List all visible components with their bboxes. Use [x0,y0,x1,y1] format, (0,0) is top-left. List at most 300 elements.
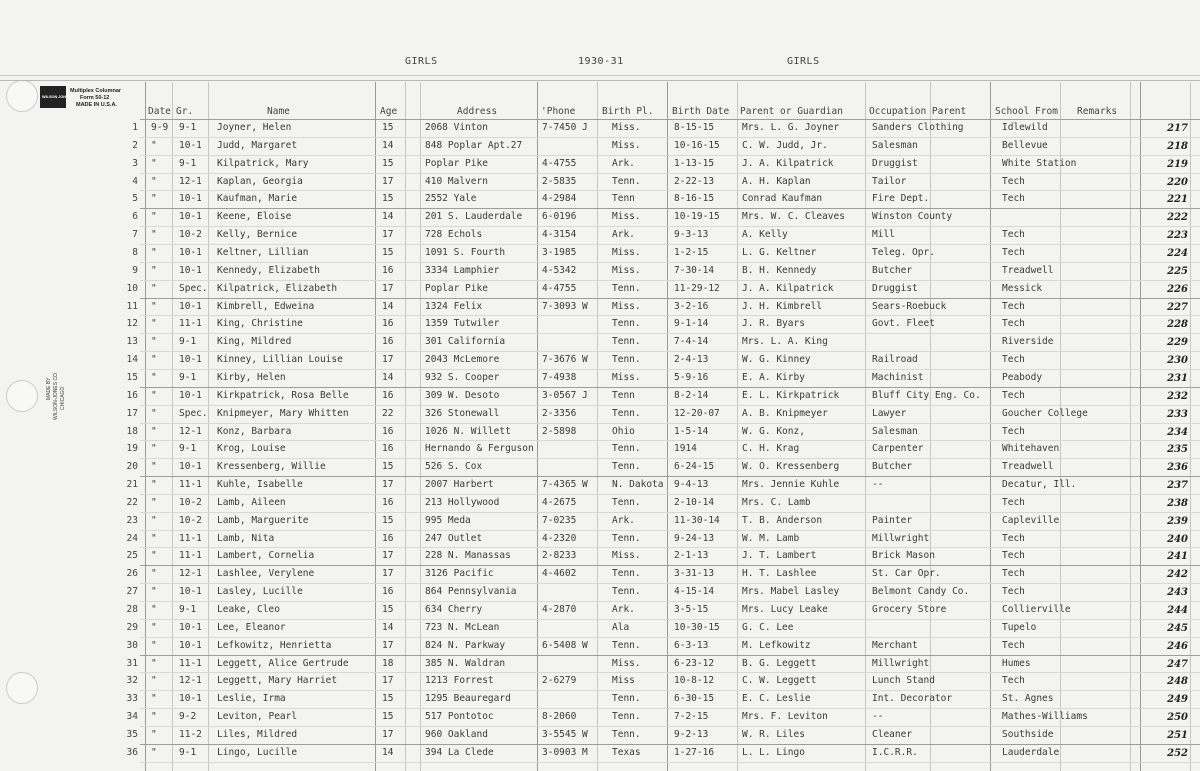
cell-n: 36 [126,746,138,758]
cell-parent: W. O. Kressenberg [742,461,840,473]
cell-occ: Grocery Store [872,604,947,615]
cell-addr: Hernando & Ferguson [425,443,534,455]
cell-bdate: 10-19-15 [674,211,720,223]
col-phone: 'Phone [541,106,576,117]
cell-parent: W. G. Kinney [742,354,811,366]
cell-n: 27 [126,586,138,598]
cell-age: 17 [382,675,394,687]
cell-bpl: Tenn. [612,568,641,580]
cell-bpl: Tenn. [612,639,641,651]
cell-age: 22 [382,407,394,419]
cell-parent: A. Kelly [742,229,788,241]
cell-bdate: 9-24-13 [674,532,715,544]
cell-occ: Winston County [872,211,953,223]
cell-school: Peabody [1002,371,1043,383]
cell-record-number: 228 [1167,319,1188,331]
cell-date: " [151,479,157,490]
cell-parent: J. T. Lambert [742,550,817,562]
cell-bpl: Tenn [612,193,635,205]
cell-date: " [151,514,157,526]
cell-bdate: 2-22-13 [674,175,715,187]
cell-school: Treadwell [1002,461,1054,473]
cell-bdate: 10-30-15 [674,621,720,633]
cell-occ: Lunch Stand [872,675,935,687]
row-rule [140,280,1200,281]
cell-age: 14 [382,746,394,758]
row-rule [140,476,1200,477]
col-address: Address [457,106,498,117]
cell-record-number: 250 [1167,712,1188,724]
cell-occ: Int. Decorator [872,693,953,705]
row-rule [140,315,1200,316]
cell-bpl: Ala [612,621,630,633]
cell-date: " [151,746,157,758]
cell-date: " [151,371,157,383]
cell-record-number: 239 [1167,515,1188,527]
cell-addr: 213 Hollywood [425,496,500,508]
cell-date: " [151,247,157,258]
cell-record-number: 240 [1167,533,1188,545]
cell-name: Konz, Barbara [217,425,292,437]
cell-occ: Teleg. Opr. [872,247,935,258]
cell-addr: 3334 Lamphier [425,264,500,276]
cell-occ: Carpenter [872,443,924,455]
cell-n: 6 [132,211,138,223]
cell-school: Tech [1002,532,1025,544]
cell-record-number: 235 [1167,444,1188,456]
form-label [40,86,142,112]
binder-hole [6,380,38,412]
cell-parent: G. C. Lee [742,621,794,633]
cell-record-number: 244 [1167,605,1188,616]
cell-gr: Spec. [179,407,208,419]
cell-n: 23 [126,514,138,526]
row-rule [140,512,1200,513]
cell-record-number: 225 [1167,265,1188,277]
row-rule [140,762,1200,763]
cell-bpl: Tenn. [612,728,641,740]
cell-phone: 2-8233 [542,550,577,562]
cell-occ: St. Car Opr. [872,568,941,580]
cell-school: St. Agnes [1002,693,1054,705]
row-rule [140,440,1200,441]
cell-name: Lashlee, Verylene [217,568,315,580]
cell-addr: 864 Pennsylvania [425,586,517,598]
cell-name: Lamb, Aileen [217,496,286,508]
col-birth-place: Birth Pl. [602,106,654,117]
cell-bpl: Miss. [612,371,641,383]
cell-bpl: Tenn. [612,354,641,366]
column-rule [990,82,991,771]
cell-school: Tech [1002,175,1025,187]
cell-parent: E. C. Leslie [742,693,811,705]
cell-date: " [151,157,157,169]
cell-bdate: 8-15-15 [674,122,715,133]
cell-n: 5 [132,193,138,205]
cell-school: Tech [1002,354,1025,366]
cell-occ: Salesman [872,425,918,437]
cell-date: " [151,193,157,205]
cell-bdate: 7-2-15 [674,711,709,723]
col-school: School From [995,106,1058,117]
cell-school: Southside [1002,728,1054,740]
cell-school: Tech [1002,550,1025,562]
top-rule [0,75,1200,76]
cell-gr: 10-2 [179,229,202,241]
cell-school: Idlewild [1002,122,1048,133]
cell-school: Goucher College [1002,407,1088,419]
cell-addr: 526 S. Cox [425,461,483,473]
cell-record-number: 222 [1167,212,1188,224]
cell-phone: 4-2675 [542,496,577,508]
cell-name: Kuhle, Isabelle [217,479,303,490]
cell-gr: 11-1 [179,318,202,330]
cell-bdate: 2-1-13 [674,550,709,562]
col-parent: Parent or Guardian [740,106,843,117]
row-rule [140,119,1200,120]
cell-age: 15 [382,461,394,473]
cell-bdate: 2-4-13 [674,354,709,366]
cell-gr: 9-1 [179,371,197,383]
cell-phone: 7-0235 [542,514,577,526]
cell-phone: 4-4755 [542,157,577,169]
cell-bdate: 12-20-07 [674,407,720,419]
cell-gr: 12-1 [179,568,202,580]
cell-gr: 9-1 [179,746,197,758]
cell-n: 22 [126,496,138,508]
header-year: 1930-31 [578,56,624,67]
cell-name: Knipmeyer, Mary Whitten [217,407,349,419]
cell-addr: 517 Pontotoc [425,711,494,723]
cell-record-number: 223 [1167,230,1188,242]
cell-gr: 10-1 [179,211,202,223]
cell-bpl: N. Dakota [612,479,664,490]
cell-record-number: 236 [1167,462,1188,474]
row-rule [140,708,1200,709]
column-rule [597,82,598,771]
cell-addr: 385 N. Waldran [425,657,506,669]
cell-date: " [151,407,157,419]
cell-date: " [151,300,157,312]
cell-record-number: 217 [1167,123,1188,134]
cell-name: Kennedy, Elizabeth [217,264,320,276]
cell-bdate: 8-16-15 [674,193,715,205]
cell-bpl: Tenn. [612,496,641,508]
cell-school: Tech [1002,675,1025,687]
row-rule [140,208,1200,209]
column-rule [737,82,738,771]
cell-date: " [151,264,157,276]
cell-phone: 6-0196 [542,211,577,223]
header-right-title: GIRLS [787,56,820,67]
row-rule [140,137,1200,138]
cell-occ: Salesman [872,139,918,151]
cell-occ: Druggist [872,157,918,169]
cell-phone: 4-3154 [542,229,577,241]
cell-gr: 10-1 [179,389,202,401]
cell-name: Kinney, Lillian Louise [217,354,343,366]
cell-school: Tech [1002,229,1025,241]
cell-bdate: 11-30-14 [674,514,720,526]
cell-bdate: 6-30-15 [674,693,715,705]
cell-n: 1 [132,122,138,133]
cell-date: " [151,336,157,348]
row-rule [140,583,1200,584]
cell-name: Kimbrell, Edweina [217,300,315,312]
cell-record-number: 220 [1167,176,1188,188]
cell-bpl: Miss. [612,264,641,276]
cell-date: " [151,354,157,366]
cell-parent: M. Lefkowitz [742,639,811,651]
cell-occ: Merchant [872,639,918,651]
cell-bpl: Tenn. [612,461,641,473]
cell-date: " [151,693,157,705]
row-rule [140,262,1200,263]
cell-addr: 2007 Harbert [425,479,494,490]
cell-age: 15 [382,122,394,133]
cell-phone: 4-2870 [542,604,577,615]
cell-school: Humes [1002,657,1031,669]
cell-age: 17 [382,354,394,366]
cell-age: 15 [382,514,394,526]
cell-record-number: 234 [1167,426,1188,438]
cell-phone: 7-3093 W [542,300,588,312]
cell-occ: Bluff City Eng. Co. [872,389,981,401]
cell-addr: 634 Cherry [425,604,483,615]
cell-age: 14 [382,139,394,151]
cell-n: 29 [126,621,138,633]
column-rule [930,82,931,771]
cell-addr: 728 Echols [425,229,483,241]
cell-record-number: 247 [1167,658,1188,670]
cell-n: 8 [132,247,138,258]
cell-name: Leslie, Irma [217,693,286,705]
cell-record-number: 246 [1167,640,1188,652]
cell-bpl: Texas [612,746,641,758]
cell-date: " [151,711,157,723]
cell-bdate: 1-5-14 [674,425,709,437]
cell-occ: Fire Dept. [872,193,930,205]
maker-imprint [36,360,76,440]
cell-age: 17 [382,229,394,241]
cell-age: 14 [382,211,394,223]
cell-parent: J. A. Kilpatrick [742,282,834,294]
cell-occ: Lawyer [872,407,907,419]
cell-parent: Mrs. W. C. Cleaves [742,211,845,223]
cell-bdate: 4-15-14 [674,586,715,598]
cell-occ: I.C.R.R. [872,746,918,758]
cell-bdate: 7-4-14 [674,336,709,348]
cell-phone: 3-5545 W [542,728,588,740]
cell-phone: 4-4602 [542,568,577,580]
cell-gr: 10-1 [179,139,202,151]
cell-addr: 1359 Tutwiler [425,318,500,330]
made-in: MADE IN U.S.A. [76,102,117,108]
cell-name: Leake, Cleo [217,604,280,615]
cell-date: " [151,318,157,330]
cell-bpl: Miss. [612,211,641,223]
cell-parent: J. H. Kimbrell [742,300,823,312]
cell-age: 15 [382,711,394,723]
cell-age: 17 [382,568,394,580]
cell-age: 16 [382,389,394,401]
column-rule [667,82,668,771]
cell-school: Lauderdale [1002,746,1060,758]
cell-bdate: 10-16-15 [674,139,720,151]
cell-bdate: 1914 [674,443,697,455]
cell-bpl: Tenn. [612,318,641,330]
cell-record-number: 237 [1167,480,1188,491]
cell-parent: A. H. Kaplan [742,175,811,187]
cell-occ: Cleaner [872,728,913,740]
row-rule [140,405,1200,406]
cell-name: Leggett, Alice Gertrude [217,657,349,669]
cell-record-number: 233 [1167,408,1188,420]
cell-n: 21 [126,479,138,490]
cell-addr: 995 Meda [425,514,471,526]
cell-gr: 10-2 [179,496,202,508]
cell-bdate: 2-10-14 [674,496,715,508]
cell-addr: Poplar Pike [425,282,488,294]
cell-n: 32 [126,675,138,687]
cell-record-number: 231 [1167,372,1188,384]
cell-bdate: 7-30-14 [674,264,715,276]
column-rule [172,82,173,771]
row-rule [140,690,1200,691]
cell-addr: 2043 McLemore [425,354,500,366]
cell-gr: 9-1 [179,122,197,133]
cell-parent: C. W. Judd, Jr. [742,139,828,151]
cell-bdate: 1-2-15 [674,247,709,258]
cell-phone: 6-5408 W [542,639,588,651]
cell-age: 17 [382,550,394,562]
cell-parent: Mrs. Mabel Lasley [742,586,840,598]
column-rule [208,82,209,771]
cell-name: Liles, Mildred [217,728,298,740]
cell-occ: Mill [872,229,895,241]
cell-bdate: 3-31-13 [674,568,715,580]
cell-gr: 10-2 [179,514,202,526]
cell-record-number: 252 [1167,747,1188,759]
cell-parent: W. G. Konz, [742,425,805,437]
cell-record-number: 218 [1167,140,1188,152]
form-title: Multiplex Columnar [70,88,122,94]
cell-parent: A. B. Knipmeyer [742,407,828,419]
row-rule [140,547,1200,548]
cell-bpl: Tenn. [612,407,641,419]
cell-age: 14 [382,371,394,383]
cell-age: 17 [382,282,394,294]
cell-name: Kirkpatrick, Rosa Belle [217,389,349,401]
cell-gr: 11-1 [179,532,202,544]
row-rule [140,744,1200,745]
cell-addr: 247 Outlet [425,532,483,544]
cell-n: 24 [126,532,138,544]
cell-name: Lefkowitz, Henrietta [217,639,332,651]
cell-n: 28 [126,604,138,615]
cell-date: " [151,550,157,562]
cell-addr: 201 S. Lauderdale [425,211,523,223]
cell-bpl: Tenn. [612,443,641,455]
brand-name: WILSON JONES [42,95,72,99]
cell-bdate: 9-3-13 [674,229,709,241]
binder-hole [6,80,38,112]
column-rule [865,82,866,771]
row-rule [140,298,1200,299]
cell-phone: 4-2320 [542,532,577,544]
cell-school: Tech [1002,586,1025,598]
cell-date: " [151,675,157,687]
row-rule [140,726,1200,727]
cell-record-number: 243 [1167,587,1188,599]
cell-parent: Mrs. L. G. Joyner [742,122,840,133]
row-rule [140,655,1200,656]
cell-parent: Mrs. Lucy Leake [742,604,828,615]
cell-bpl: Miss. [612,300,641,312]
cell-age: 16 [382,586,394,598]
column-rule [1130,82,1131,771]
cell-date: " [151,389,157,401]
cell-phone: 3-1985 [542,247,577,258]
row-rule [140,333,1200,334]
cell-age: 16 [382,425,394,437]
top-rule [0,80,1200,81]
cell-name: Judd, Margaret [217,139,298,151]
cell-phone: 4-4755 [542,282,577,294]
cell-bpl: Tenn [612,389,635,401]
cell-school: Treadwell [1002,264,1054,276]
cell-date: " [151,175,157,187]
cell-addr: 410 Malvern [425,175,488,187]
cell-phone: 2-5898 [542,425,577,437]
cell-gr: 9-1 [179,157,197,169]
cell-n: 14 [126,354,138,366]
cell-date: " [151,139,157,151]
cell-school: Whitehaven [1002,443,1060,455]
cell-date: " [151,728,157,740]
cell-age: 17 [382,639,394,651]
column-rule [537,82,538,771]
cell-school: Tech [1002,193,1025,205]
cell-addr: 2068 Vinton [425,122,488,133]
cell-record-number: 226 [1167,283,1188,295]
cell-school: Collierville [1002,604,1071,615]
cell-addr: 309 W. Desoto [425,389,500,401]
cell-occ: Millwright [872,657,930,669]
cell-school: Tech [1002,639,1025,651]
row-rule [140,672,1200,673]
cell-gr: 10-1 [179,247,202,258]
cell-age: 16 [382,496,394,508]
cell-bpl: Tenn. [612,711,641,723]
cell-date: " [151,229,157,241]
cell-record-number: 221 [1167,194,1188,206]
cell-n: 31 [126,657,138,669]
cell-age: 15 [382,157,394,169]
cell-bpl: Tenn. [612,282,641,294]
cell-age: 17 [382,175,394,187]
cell-phone: 3-0567 J [542,389,588,401]
cell-n: 4 [132,175,138,187]
cell-occ: -- [872,479,884,490]
cell-date: " [151,568,157,580]
cell-addr: 1091 S. Fourth [425,247,506,258]
cell-phone: 7-3676 W [542,354,588,366]
cell-age: 18 [382,657,394,669]
cell-bpl: Miss. [612,139,641,151]
cell-gr: Spec. [179,282,208,294]
cell-record-number: 219 [1167,158,1188,170]
